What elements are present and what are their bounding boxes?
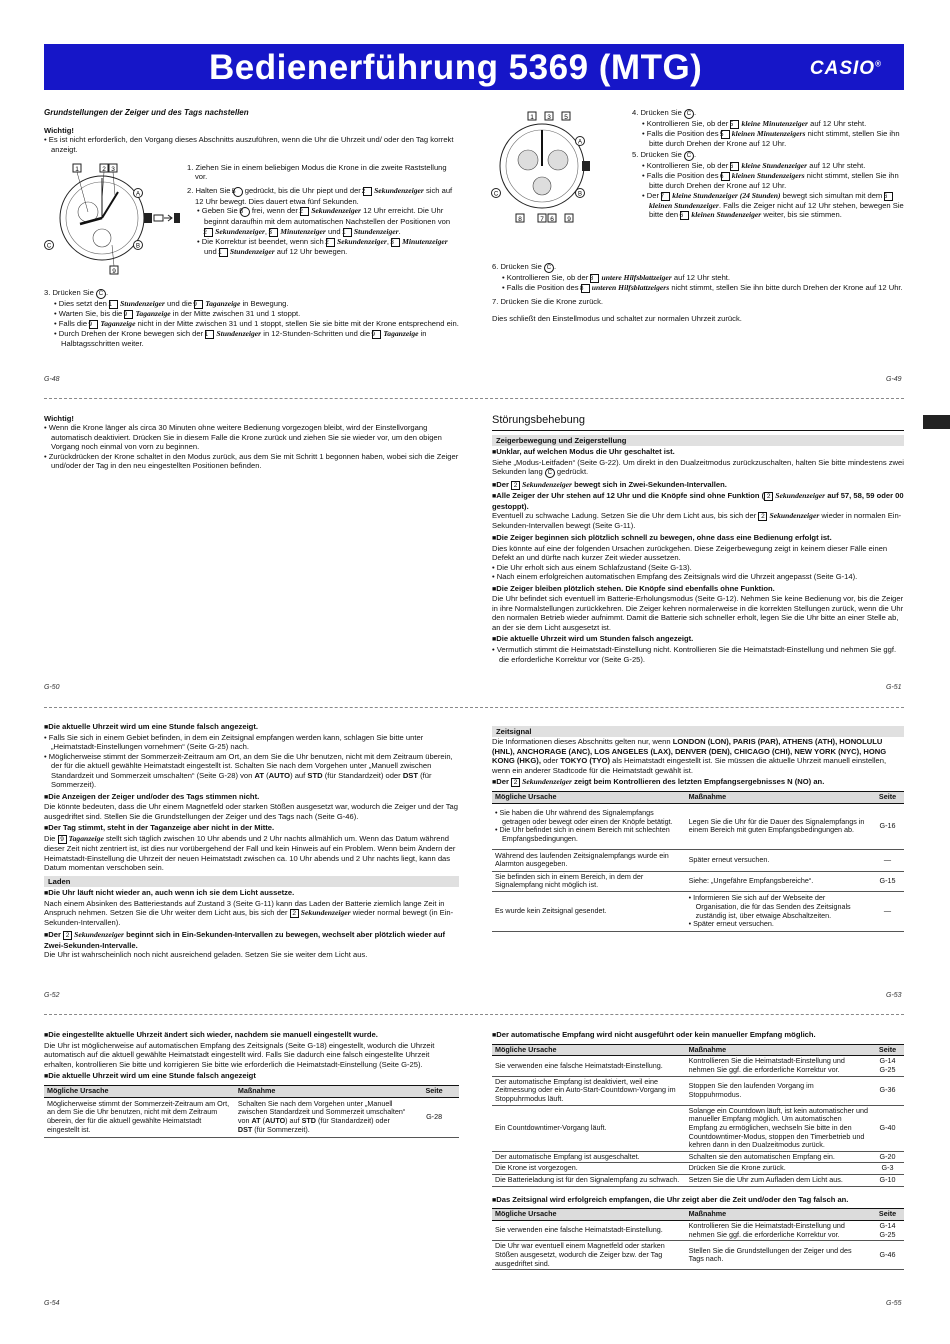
important-heading: Wichtig! [44,126,74,135]
watch-diagram [40,160,182,278]
steps-4-5: 4. Drücken Sie C . • Kontrollieren Sie, ob der 5 kleine Minutenzeiger auf 12 Uhr steht. • Falls die Position des 5 kleinen Minutenzeigers nicht stimmt, stellen Sie ihn bitte durch Drehen der Krone auf 12 Uhr. 5. Drücken Sie C . • Kontrollieren Sie, ob der 6 kleine Stundenzeiger auf 12 Uhr steht. • Falls die Position des 6 kleinen Stundenzeigers nicht stimmt, stellen Sie ihn bitte durch Drehen der Krone auf 12 Uhr. • Der 7 kleine Stundenzeiger (24 Stunden) bewegt sich simultan mit dem 6 kleinen Stundenzeiger. Falls die Zeiger nicht auf 12 Uhr stehen, bewegen Sie bitte den 6 kleinen Stundenzeiger weiter, bis sie stimmen. [632,108,904,220]
step-3: 3. Drücken Sie C . • Dies setzt den 1 Stundenzeiger und die 9 Taganzeige in Bewegung. • Warten Sie, bis die 9 Taganzeige in der Mitte zwischen 31 und 1 stoppt. • Falls die 9 Taganzeige nicht in der Mitte zwischen 31 und 1 stoppt, stellen Sie sie bitte mit der Krone entsprechend ein. • Durch Drehen der Krone bewegen sich der 1 Stundenzeiger in 12-Stunden-Schritten und die 9 Taganzeige in Halbtagsschritten weiter. [44,288,459,348]
cause-table: Mögliche Ursache Maßnahme Seite Möglicherweise stimmt der Sommerzeit-Zeitraum am Ort, an dem Sie die Uhr benutzen, nicht mit dem Zeitraum überein, der für die aktuell gewählte Heimatstadt eingestellt ist. Schalten Sie nach dem Vorgehen unter „Manuell zwischen Standardzeit und Sommerzeit umschalten“ von AT (AUTO) auf STD (für Standardzeit) oder DST (für Sommerzeit). G-28 [44,1085,459,1138]
svg-text:B: B [135,243,141,250]
page-g54: ■ Die eingestellte aktuelle Uhrzeit ändert sich wieder, nachdem sie manuell eingestellt wurde. Die Uhr ist möglicherweise auf automatischen Empfang des Zeitsignals (Seite G-18) eingestellt, wodurch die Uhrzeit automatisch auf die aktuell gewählte Heimatstadt eingestellt wird. Falls Sie dadurch eine falsch eingestellte Uhrzeit erhalten, kontrollieren Sie bitte und korrigieren Sie bitte wie erforderlich die Heimatstadt-Einstellung (Seite G-25). ■ Die aktuelle Uhrzeit wird um eine Stunde falsch angezeigt Mögliche Ursache Maßnahme Seite Möglicherweise stimmt der Sommerzeit-Zeitraum am Ort, an dem Sie die Uhr benutzen, nicht mit dem Zeitraum überein, der für die aktuell gewählte Heimatstadt eingestellt ist. Schalten Sie nach dem Vorgehen unter „Manuell zwischen Standardzeit und Sommerzeit umschalten“ von AT (AUTO) auf STD (für Standardzeit) oder DST (für Sommerzeit). G-28 [44,1030,459,1138]
page-number: G-53 [886,992,902,999]
page-number: G-50 [44,684,60,691]
svg-text:A: A [577,139,583,146]
step-1: 1. Ziehen Sie in einem beliebigen Modus die Krone in die zweite Raststellung vor. [187,163,447,182]
divider [44,398,904,399]
table-row: Sie verwenden eine falsche Heimatstadt-Einstellung. Kontrollieren Sie die Heimatstadt-Einstellung und nehmen Sie ggf. die erforderliche Korrektur vor. G-14 G-25 [492,1056,904,1076]
steps-6-7: 6. Drücken Sie C . • Kontrollieren Sie, ob der 8 untere Hilfsblattzeiger auf 12 Uhr steht. • Falls die Position des 8 unteren Hilfsblattzeigers nicht stimmt, stellen Sie ihn bitte durch Drehen der Krone auf 12 Uhr. 7. Drücken Sie die Krone zurück. Dies schließt den Einstellmodus und schaltet zur normalen Uhrzeit zurück. [492,262,903,324]
header-banner [44,44,904,90]
cause-table: Mögliche Ursache Maßnahme Seite • Sie haben die Uhr während des Signalempfangs getragen oder bewegt oder einen der Knöpfe betätigt. • Die Uhr befindet sich in einem Bereich mit schlechten Empfangsbedingungen. Legen Sie die Uhr für die Dauer des Signalempfangs in einem Bereich mit guten Empfangsbedingungen ab. G-16 Während des laufenden Zeitsignalempfangs wurde ein Alarmton ausgegeben. Später erneut versuchen. — Sie befinden sich in einem Bereich, in dem der Signalempfang nicht möglich ist. Siehe: „Ungefähre Empfangsbereiche“. G-15 Es wurde kein Zeitsignal gesendet. • Informieren Sie sich auf der Webseite der Organisation, die für das Senden des Zeitsignals zuständig ist, über etwaige Abschaltzeiten. • Später erneut versuchen. — [492,791,904,932]
page-number: G-55 [886,1300,902,1307]
divider [44,707,904,708]
reception-table: Mögliche Ursache Maßnahme Seite Sie verwenden eine falsche Heimatstadt-Einstellung. Kontrollieren Sie die Heimatstadt-Einstellung und nehmen Sie ggf. die erforderliche Korrektur vor. G-14 G-25 Der automatische Empfang ist deaktiviert, weil eine Zeitmessung oder ein Auto-Start-Countdown-Vorgang im Stoppuhrmodus läuft. Stoppen Sie den laufenden Vorgang im Stoppuhrmodus. G-36 Ein Countdowntimer-Vorgang läuft. Solange ein Countdown läuft, ist kein automatischer und manueller Empfang möglich. Um automatischen Empfang zu ermöglichen, wechseln Sie bitte in den Countdowntimer-Modus, stoppen den Timerbetrieb und kehren dann in den Dualzeitmodus zurück. G-40 Der automatische Empfang ist ausgeschaltet. Schalten sie den automatischen Empfang ein. G-20 Die Krone ist vorgezogen. Drücken Sie die Krone zurück. G-3 Die Batterieladung ist für den Signalempfang zu schwach. Setzen Sie die Uhr zum Aufladen dem Licht aus. G-10 [492,1044,904,1187]
svg-text:9: 9 [567,216,571,223]
svg-text:3: 3 [111,166,115,173]
section-tab [923,415,950,429]
page-number: G-54 [44,1300,60,1307]
section-title: Grundstellungen der Zeiger und des Tags nachstellen [44,108,249,117]
table-row: Der automatische Empfang ist ausgeschaltet. Schalten sie den automatischen Empfang ein. G-20 [492,1151,904,1163]
svg-text:1: 1 [530,114,534,121]
page-number: G-49 [886,376,902,383]
svg-text:6: 6 [550,216,554,223]
svg-text:C: C [493,191,499,198]
signal-table: Mögliche Ursache Maßnahme Seite Sie verwenden eine falsche Heimatstadt-Einstellung. Kontrollieren Sie die Heimatstadt-Einstellung und nehmen Sie ggf. die erforderliche Korrektur vor. G-14 G-25 Die Uhr war eventuell einem Magnetfeld oder starken Stößen ausgesetzt, wodurch die Zeiger bzw. der Tag ausgedriftet sind. Stellen Sie die Grundstellungen der Zeiger und des Tags nach. G-46 [492,1208,904,1270]
page-g52: ■ Die aktuelle Uhrzeit wird um eine Stunde falsch angezeigt. • Falls Sie sich in einem Gebiet befinden, in dem ein Zeitsignal empfangen werden kann, schlagen Sie bitte unter „Heimatstadt-Einstellungen vornehmen“ (Seite G-25) nach. • Möglicherweise stimmt der Sommerzeit-Zeitraum am Ort, an dem Sie die Uhr benutzen, nicht mit dem Zeitraum überein, der für die aktuell gewählte Heimatstadt eingestellt ist. Schalten Sie nach dem Vorgehen unter „Manuell zwischen Standardzeit und Sommerzeit umschalten“ (Seite G-28) von AT (AUTO) auf STD (für Standardzeit) oder DST (für Sommerzeit). ■ Die Anzeigen der Zeiger und/oder des Tags stimmen nicht. Die könnte bedeuten, dass die Uhr einem Magnetfeld oder starken Stößen ausgesetzt war, wodurch die Zeiger und der Tag ausgedriftet sind. Stellen Sie die Grundstellungen der Zeiger und des Tags nach (Seite G-46). ■ Der Tag stimmt, steht in der Taganzeige aber nicht in der Mitte. Die 9 Taganzeige stellt sich täglich zwischen 10 Uhr abends und 2 Uhr nachts allmählich um. Wenn das Datum während dieser Zeit nicht zentriert ist, ist dies nur vorübergehend der Fall und kein Hinweis auf ein Problem. Wenn beim Ändern der Heimatstadt-Einstellung die Uhrzeit der neuen Heimatstadt zwischen ca. 10 Uhr abends und 2 Uhr nachts liegt, kann das Datum momentan verschoben sein. Laden ■ Die Uhr läuft nicht wieder an, auch wenn ich sie dem Licht aussetze. Nach einem Absinken des Batteriestands auf Zustand 3 (Seite G-11) kann das Laden der Batterie ziemlich lange Zeit in Anspruch nehmen. Setzen Sie die Uhr weiter dem Licht aus, bis sich der 2 Sekundenzeiger wieder normal bewegt (in Ein-Sekunden-Intervallen). ■ Der 2 Sekundenzeiger beginnt sich in Ein-Sekunden-Intervallen zu bewegen, wechselt aber plötzlich wieder auf Zwei-Sekunden-Intervalle. Die Uhr ist wahrscheinlich noch nicht ausreichend geladen. Setzen Sie sie weiter dem Licht aus. [44,722,459,960]
table-row: Die Uhr war eventuell einem Magnetfeld oder starken Stößen ausgesetzt, wodurch die Zeiger bzw. der Tag ausgedriftet sind. Stellen Sie die Grundstellungen der Zeiger und des Tags nach. G-46 [492,1241,904,1270]
svg-text:2: 2 [102,166,106,173]
svg-text:7: 7 [540,216,544,223]
step-2-bullet-2: • Die Korrektur ist beendet, wenn sich 2 Sekundenzeiger, 3 Minutenzeiger und 1 Stundenzeiger auf 12 Uhr bewegen. [197,236,448,256]
svg-text:5: 5 [564,114,568,121]
page-g53: Zeitsignal Die Informationen dieses Abschnitts gelten nur, wenn LONDON (LON), PARIS (PAR), ATHENS (ATH), HONOLULU (HNL), ANCHORAGE (ANC), LOS ANGELES (LAX), DENVER (DEN), CHICAGO (CHI), NEW YORK (NYC), HONG KONG (HKG), oder TOKYO (TYO) als Heimatstadt eingestellt ist. Sie müssen die aktuelle Uhrzeit manuell einstellen, wenn ein anderer Stadtcode für die Heimatstadt gewählt ist. ■ Der 2 Sekundenzeiger zeigt beim Kontrollieren des letzten Empfangsergebnisses N (NO) an. Mögliche Ursache Maßnahme Seite • Sie haben die Uhr während des Signalempfangs getragen oder bewegt oder einen der Knöpfe betätigt. • Die Uhr befindet sich in einem Bereich mit schlechten Empfangsbedingungen. Legen Sie die Uhr für die Dauer des Signalempfangs in einem Bereich mit guten Empfangsbedingungen ab. G-16 Während des laufenden Zeitsignalempfangs wurde ein Alarmton ausgegeben. Später erneut versuchen. — Sie befinden sich in einem Bereich, in dem der Signalempfang nicht möglich ist. Siehe: „Ungefähre Empfangsbereiche“. G-15 Es wurde kein Zeitsignal gesendet. • Informieren Sie sich auf der Webseite der Organisation, die für das Senden des Zeitsignals zuständig ist, über etwaige Abschaltzeiten. • Später erneut versuchen. — [492,726,904,932]
page-number: G-48 [44,376,60,383]
table-row: Die Krone ist vorgezogen. Drücken Sie die Krone zurück. G-3 [492,1163,904,1175]
svg-text:C: C [46,243,52,250]
page-title: Bedienerführung 5369 (MTG) [209,48,703,87]
table-row: Die Batterieladung ist für den Signalempfang zu schwach. Setzen Sie die Uhr zum Aufladen dem Licht aus. G-10 [492,1175,904,1187]
svg-text:B: B [577,191,583,198]
bullet: • Es ist nicht erforderlich, den Vorgang dieses Abschnitts auszuführen, wenn die Uhr die Uhrzeit und/ oder den Tag korrekt anzeigt. [44,135,454,154]
step-2: 2. Halten Sie B gedrückt, bis die Uhr piept und der 2 Sekundenzeiger sich auf 12 Uhr bewegt. Dies dauert etwa fünf Sekunden. [187,185,453,206]
page-g55: ■ Der automatische Empfang wird nicht ausgeführt oder kein manueller Empfang möglich. Mögliche Ursache Maßnahme Seite Sie verwenden eine falsche Heimatstadt-Einstellung. Kontrollieren Sie die Heimatstadt-Einstellung und nehmen Sie ggf. die erforderliche Korrektur vor. G-14 G-25 Der automatische Empfang ist deaktiviert, weil eine Zeitmessung oder ein Auto-Start-Countdown-Vorgang im Stoppuhrmodus läuft. Stoppen Sie den laufenden Vorgang im Stoppuhrmodus. G-36 Ein Countdowntimer-Vorgang läuft. Solange ein Countdown läuft, ist kein automatischer und manueller Empfang möglich. Um automatischen Empfang zu ermöglichen, wechseln Sie bitte in den Countdowntimer-Modus, stoppen den Timerbetrieb und kehren dann in den Dualzeitmodus zurück. G-40 Der automatische Empfang ist ausgeschaltet. Schalten sie den automatischen Empfang ein. G-20 Die Krone ist vorgezogen. Drücken Sie die Krone zurück. G-3 Die Batterieladung ist für den Signalempfang zu schwach. Setzen Sie die Uhr zum Aufladen dem Licht aus. G-10 ■ Das Zeitsignal wird erfolgreich empfangen, die Uhr zeigt aber die Zeit und/oder den Tag falsch an. Mögliche Ursache Maßnahme Seite Sie verwenden eine falsche Heimatstadt-Einstellung. Kontrollieren Sie die Heimatstadt-Einstellung und nehmen Sie ggf. die erforderliche Korrektur vor. G-14 G-25 Die Uhr war eventuell einem Magnetfeld oder starken Stößen ausgesetzt, wodurch die Zeiger bzw. der Tag ausgedriftet sind. Stellen Sie die Grundstellungen der Zeiger und des Tags nach. G-46 [492,1030,904,1270]
svg-text:8: 8 [518,216,522,223]
page-g51: Störungsbehebung Zeigerbewegung und Zeigerstellung ■ Unklar, auf welchen Modus die Uhr geschaltet ist. Siehe „Modus-Leitfaden“ (Seite G-22). Um direkt in den Dualzeitmodus zurückzuschalten, halten Sie bitte mindestens zwei Sekunden lang C gedrückt. ■ Der 2 Sekundenzeiger bewegt sich in Zwei-Sekunden-Intervallen. ■ Alle Zeiger der Uhr stehen auf 12 Uhr und die Knöpfe sind ohne Funktion ( 2 Sekundenzeiger auf 57, 58, 59 oder 00 gestoppt). Eventuell zu schwache Ladung. Setzen Sie die Uhr dem Licht aus, bis sich der 2 Sekundenzeiger wieder in normalen Ein-Sekunden-Intervallen bewegt (Seite G-11). ■ Die Zeiger beginnen sich plötzlich schnell zu bewegen, ohne dass eine Bedienung erfolgt ist. Dies könnte auf eine der folgenden Ursachen zurückgehen. Diese Zeigerbewegung zeigt in keinem dieser Fälle einen Defekt an und dürfte nach kurzer Zeit wieder aussetzen. • Die Uhr erholt sich aus einem Schlafzustand (Seite G-13). • Nach einem erfolgreichen automatischen Empfang des Zeitsignals wird die Uhrzeit angepasst (Seite G-14). ■ Die Zeiger bleiben plötzlich stehen. Die Knöpfe sind ebenfalls ohne Funktion. Die Uhr befindet sich eventuell im Batterie-Erholungsmodus (Seite G-12). Nehmen Sie keine Bedienung vor, bis die Zeiger in ihre Normalstellungen zurückkehren. Die Zeiger kehren normalerweise in die korrekten Stellungen zurück, wenn die Uhr den normalen Betrieb wieder aufnimmt. Damit die Batterie sich schneller erholt, legen Sie die Uhr bitte an einer Stelle ab, an der sie dem Licht ausgesetzt ist. ■ Die aktuelle Uhrzeit wird um Stunden falsch angezeigt. • Vermutlich stimmt die Heimatstadt-Einstellung nicht. Kontrollieren Sie die Heimatstadt-Einstellung und nehmen Sie ggf. die erforderliche Korrektur vor (Seite G-25). [492,414,904,664]
troubleshooting-title: Störungsbehebung [492,414,904,431]
watch-diagram-2 [490,108,608,226]
page-g48 [44,108,459,154]
page-number: G-51 [886,684,902,691]
table-row: Sie verwenden eine falsche Heimatstadt-Einstellung. Kontrollieren Sie die Heimatstadt-Einstellung und nehmen Sie ggf. die erforderliche Korrektur vor. G-14 G-25 [492,1221,904,1241]
brand-logo: CASIO® [809,58,882,79]
table-row: Der automatische Empfang ist deaktiviert, weil eine Zeitmessung oder ein Auto-Start-Countdown-Vorgang im Stoppuhrmodus läuft. Stoppen Sie den laufenden Vorgang im Stoppuhrmodus. G-36 [492,1076,904,1105]
svg-text:3: 3 [547,114,551,121]
svg-text:A: A [135,191,141,198]
page-number: G-52 [44,992,60,999]
step-2-bullet-1: • Geben Sie B frei, wenn der 2 Sekundenzeiger 12 Uhr erreicht. Die Uhr beginnt daraufhin mit dem automatischen Nachstellen der Positionen von 2 Sekundenzeiger, 3 Minutenzeiger und 1 Stundenzeiger. [197,206,451,236]
svg-text:9: 9 [112,268,116,275]
steps-1-2 [187,163,459,257]
page-g50: Wichtig! • Wenn die Krone länger als circa 30 Minuten ohne weitere Bedienung vorgezogen bleibt, wird der Einstellvorgang automatisch deaktiviert. Drücken Sie in diesem Falle die Krone zurück und ziehen Sie sie wieder vor, um den obigen Vorgang noch einmal von vorn zu beginnen. • Zurückdrücken der Krone schaltet in den Modus zurück, aus dem Sie mit Schritt 1 begonnen haben, wobei sich die Zeiger und/oder der Tag in den neu eingestellten Positionen befinden. [44,414,459,471]
svg-text:1: 1 [75,166,79,173]
table-row: Ein Countdowntimer-Vorgang läuft. Solange ein Countdown läuft, ist kein automatischer und manueller Empfang möglich. Um automatischen Empfang zu ermöglichen, wechseln Sie bitte in den Countdowntimer-Modus, stoppen den Timerbetrieb und kehren dann in den Dualzeitmodus zurück. G-40 [492,1105,904,1151]
divider [44,1014,904,1015]
